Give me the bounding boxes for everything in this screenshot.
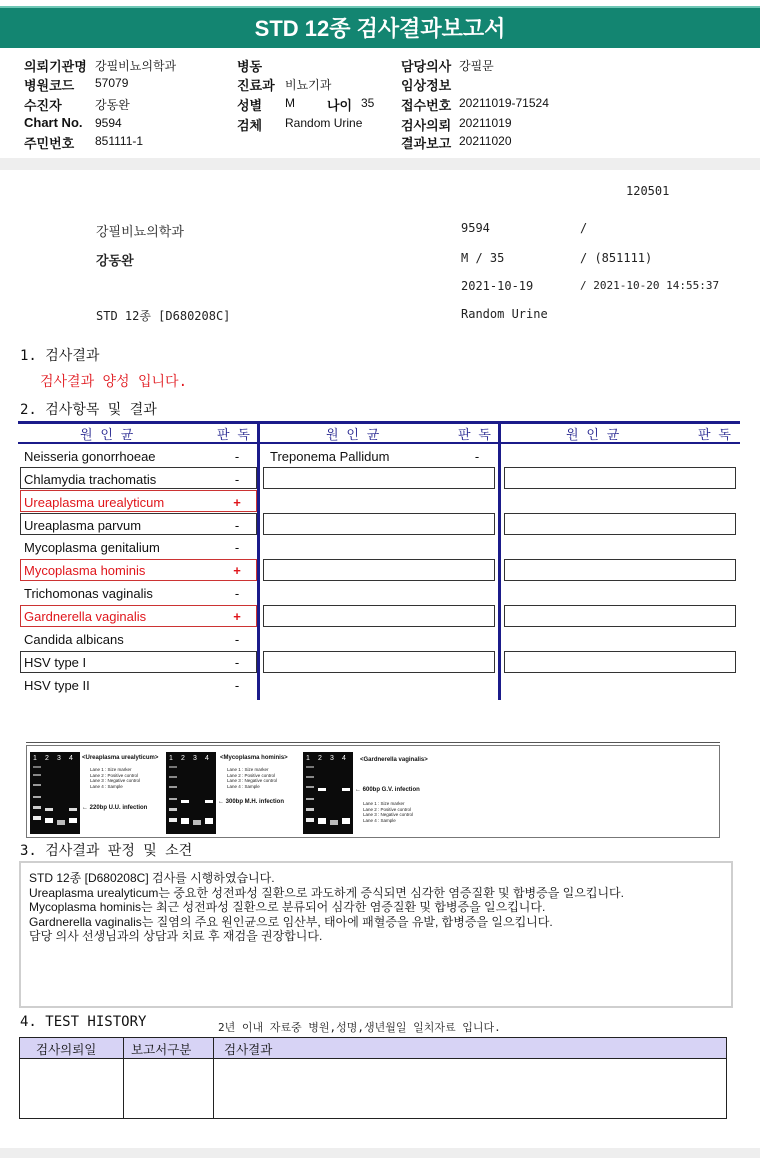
chart-label: Chart No.	[24, 115, 83, 130]
history-col-divider	[213, 1037, 214, 1119]
section1-title: 1. 검사결과	[20, 348, 100, 364]
section4-title: 4. TEST HISTORY	[20, 1014, 147, 1030]
receipt-value: 20211019-71524	[459, 96, 549, 110]
gel-title: <Gardnerella vaginalis>	[360, 757, 428, 763]
organism-name: Ureaplasma urealyticum	[24, 495, 165, 510]
section3-title: 3. 검사결과 판정 및 소견	[20, 843, 193, 859]
gel-lane-label: 3	[193, 755, 197, 762]
gel-legend: Lane 1 : Size marker Lane 2 : Positive control Lane 3 : Negative control Lane 4 : Sample	[227, 767, 278, 789]
sex-value: M	[285, 96, 295, 110]
col-result-3: 판 독	[698, 428, 731, 443]
age-value: 35	[361, 96, 375, 110]
info-birth: / (851111)	[580, 251, 653, 265]
info-sex-age: M / 35	[461, 251, 505, 265]
empty-cell	[263, 467, 495, 489]
chart-value: 9594	[95, 116, 122, 130]
request-label: 검사의뢰	[401, 118, 452, 133]
organism-name: Ureaplasma parvum	[24, 518, 142, 533]
col-result-1: 판 독	[217, 428, 250, 443]
info-specimen: Random Urine	[461, 307, 548, 321]
gel-band-label: ← 300bp M.H. infection	[218, 799, 285, 805]
gel-band-label: ← 600bp G.V. infection	[355, 787, 420, 793]
history-table	[19, 1037, 727, 1119]
col-organism-2: 원 인 균	[326, 428, 380, 443]
empty-cell	[504, 605, 736, 627]
section2-title: 2. 검사항목 및 결과	[20, 402, 157, 418]
organism-result: -	[234, 632, 240, 647]
empty-cell	[263, 605, 495, 627]
history-col-result: 검사결과	[224, 1042, 273, 1057]
ward-label: 병동	[237, 59, 263, 74]
doctor-label: 담당의사	[401, 59, 452, 74]
organism-result: -	[234, 586, 240, 601]
gel-lane-label: 4	[69, 755, 73, 762]
organism-result: -	[474, 449, 480, 464]
history-table-header	[20, 1038, 726, 1059]
empty-cell	[504, 559, 736, 581]
positive-message: 검사결과 양성 입니다.	[40, 374, 188, 390]
table-divider-1	[257, 421, 260, 700]
empty-cell	[263, 513, 495, 535]
organism-result: -	[234, 678, 240, 693]
history-col-divider	[123, 1037, 124, 1119]
gel-legend: Lane 1 : Size marker Lane 2 : Positive control Lane 3 : Negative control Lane 4 : Sample	[90, 767, 141, 789]
table-divider-2	[498, 421, 501, 700]
opinion-line: Ureaplasma urealyticum는 중요한 성전파성 질환으로 과도하게 증식되면 심각한 염증질환 및 합병증을 일으킵니다.	[29, 885, 624, 900]
request-value: 20211019	[459, 116, 512, 130]
report-date-label: 결과보고	[401, 136, 452, 151]
opinion-box	[19, 861, 733, 1008]
info-test-name: STD 12종 [D680208C]	[96, 309, 231, 323]
history-col-date: 검사의뢰일	[36, 1042, 97, 1057]
report-code: 120501	[626, 184, 670, 198]
institution-value: 강필비뇨의학과	[95, 59, 177, 73]
organism-result: -	[234, 655, 240, 670]
organism-name: Mycoplasma hominis	[24, 563, 146, 578]
empty-cell	[263, 559, 495, 581]
organism-result: +	[233, 495, 241, 510]
info-report-datetime: / 2021-10-20 14:55:37	[580, 279, 720, 292]
organism-name: HSV type II	[24, 678, 90, 693]
organism-result: +	[233, 563, 241, 578]
patient-label: 수진자	[24, 98, 62, 113]
specimen-value: Random Urine	[285, 116, 363, 130]
empty-cell	[504, 513, 736, 535]
gel-lane-label: 1	[169, 755, 173, 762]
gel-lane-label: 4	[342, 755, 346, 762]
patient-value: 강동완	[95, 98, 130, 112]
dept-label: 진료과	[237, 78, 275, 93]
gel-image-gv	[303, 752, 353, 834]
gel-lane-label: 1	[33, 755, 37, 762]
gel-lane-label: 3	[330, 755, 334, 762]
opinion-line: Gardnerella vaginalis는 질염의 주요 원인균으로 임산부, 태아에 패혈증을 유발, 합병증을 일으킵니다.	[29, 914, 553, 929]
organism-result: -	[234, 518, 240, 533]
institution-label: 의뢰기관명	[24, 59, 87, 74]
organism-result: -	[234, 472, 240, 487]
report-title: STD 12종 검사결과보고서	[0, 6, 760, 48]
bottom-band	[0, 1148, 760, 1158]
receipt-label: 접수번호	[401, 98, 452, 113]
gel-title: <Mycoplasma hominis>	[220, 755, 288, 761]
organism-name: Mycoplasma genitalium	[24, 540, 160, 555]
clinical-label: 임상정보	[401, 78, 452, 93]
organism-result: -	[234, 449, 240, 464]
gel-lane-label: 3	[57, 755, 61, 762]
organism-name: Gardnerella vaginalis	[24, 609, 147, 624]
gel-image-uu	[30, 752, 80, 834]
col-organism-3: 원 인 균	[566, 428, 620, 443]
empty-cell	[504, 651, 736, 673]
empty-cell	[504, 467, 736, 489]
opinion-line: 담당 의사 선생님과의 상담과 치료 후 재검을 권장합니다.	[29, 929, 323, 943]
gel-lane-label: 2	[318, 755, 322, 762]
doctor-value: 강필문	[459, 59, 494, 73]
age-label: 나이	[327, 98, 353, 113]
organism-name: HSV type I	[24, 655, 87, 670]
gel-lane-label: 4	[205, 755, 209, 762]
history-note: 2년 이내 자료중 병원,성명,생년월일 일치자료 입니다.	[218, 1021, 501, 1034]
report-date-value: 20211020	[459, 134, 512, 148]
opinion-line: STD 12종 [D680208C] 검사를 시행하였습니다.	[29, 871, 275, 885]
organism-name: Treponema Pallidum	[270, 449, 390, 464]
gel-title: <Ureaplasma urealyticum>	[82, 755, 159, 761]
history-col-type: 보고서구분	[131, 1042, 192, 1057]
gel-lane-label: 1	[306, 755, 310, 762]
gel-legend: Lane 1 : Size marker Lane 2 : Positive control Lane 3 : Negative control Lane 4 : Sample	[363, 801, 414, 823]
organism-name: Neisseria gonorrhoeae	[24, 449, 156, 464]
separator-band	[0, 158, 760, 170]
col-result-2: 판 독	[458, 428, 491, 443]
info-request-date: 2021-10-19	[461, 279, 534, 293]
dept-value: 비뇨기과	[285, 78, 332, 92]
info-chart-no: 9594	[461, 221, 490, 235]
info-institution: 강필비뇨의학과	[96, 224, 184, 239]
gel-lane-label: 2	[45, 755, 49, 762]
resident-value: 851111-1	[95, 134, 144, 148]
gel-lane-label: 2	[181, 755, 185, 762]
organism-name: Trichomonas vaginalis	[24, 586, 153, 601]
gel-image-mh	[166, 752, 216, 834]
organism-name: Candida albicans	[24, 632, 124, 647]
hospital-code-value: 57079	[95, 76, 129, 90]
specimen-label: 검체	[237, 118, 263, 133]
info-slash: /	[580, 221, 588, 235]
organism-name: Chlamydia trachomatis	[24, 472, 157, 487]
organism-result: +	[233, 609, 241, 624]
sex-label: 성별	[237, 98, 263, 113]
resident-label: 주민번호	[24, 136, 75, 151]
organism-result: -	[234, 540, 240, 555]
hospital-code-label: 병원코드	[24, 78, 75, 93]
info-patient: 강동완	[96, 254, 134, 269]
gel-band-label: ← 220bp U.U. infection	[82, 805, 148, 811]
col-organism-1: 원 인 균	[80, 428, 134, 443]
empty-cell	[263, 651, 495, 673]
opinion-line: Mycoplasma hominis는 최근 성전파성 질환으로 분류되어 심각한 염증질환 및 합병증을 일으킵니다.	[29, 900, 546, 914]
